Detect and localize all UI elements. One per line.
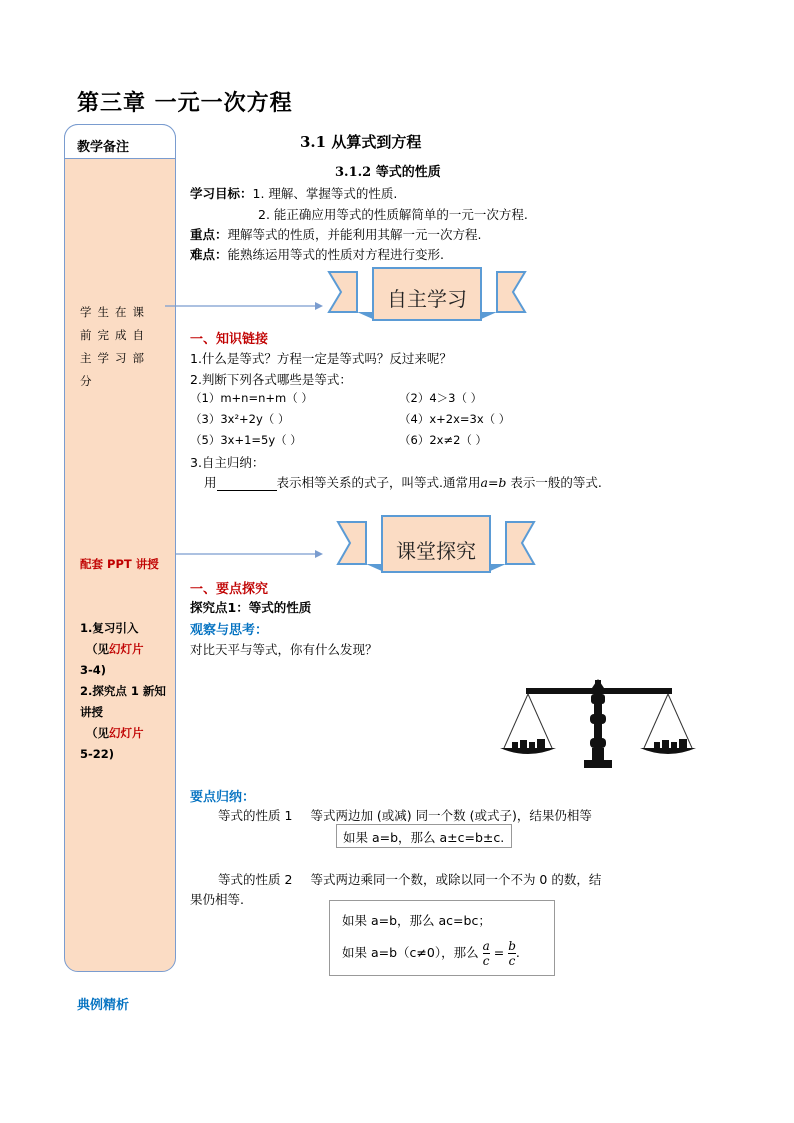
ref-slides: 幻灯片 [109, 642, 144, 656]
property-1 [218, 806, 592, 824]
goals-line-1 [190, 184, 397, 202]
section-title: 3.1 从算式到方程 [300, 133, 422, 151]
goals-label: 学习目标： [190, 186, 253, 201]
sidebar-list-ref-2-range: 5-22) [80, 747, 115, 761]
sidebar-divider [64, 158, 176, 159]
property-1-label: 等式的性质 1 [218, 808, 293, 823]
fill-prefix: 用 [204, 475, 217, 490]
frac-den-c: c [482, 954, 490, 968]
frac-num-b: b [508, 939, 516, 953]
item-3: （3）3x²+2y（ ） [190, 412, 290, 426]
item-6: （6）2x≠2（ ） [399, 433, 488, 447]
arrow-to-banner2 [175, 548, 325, 562]
property-2-formula-1: 如果 a=b，那么 ac=bc； [342, 913, 491, 928]
sidebar-list-item-2: 2.探究点 1 新知讲授 [80, 684, 166, 719]
fraction-b-over-c [508, 939, 516, 968]
goal-1: 1. 理解、掌握等式的性质. [252, 186, 398, 201]
item-5: （5）3x+1=5y（ ） [190, 433, 302, 447]
key-text: 理解等式的性质，并能利用其解一元一次方程. [227, 227, 482, 242]
difficulty-text: 能熟练运用等式的性质对方程进行变形. [227, 247, 444, 262]
balance-scale-image [498, 676, 698, 772]
property-1-text: 等式两边加 (或减) 同一个数 (或式子)，结果仍相等 [310, 808, 592, 823]
property-2-formula-2-text: 如果 a=b（c≠0），那么 [342, 945, 479, 960]
fill-middle: 表示相等关系的式子，叫等式.通常用 [276, 475, 481, 490]
ref-slides: 幻灯片 [109, 726, 144, 740]
sidebar-list [80, 618, 170, 765]
sidebar-title: 教学备注 [77, 140, 130, 155]
subsection-title: 3.1.2 等式的性质 [335, 165, 441, 180]
banner-class-explore-label: 课堂探究 [396, 539, 476, 563]
sidebar-list-item-1: 1.复习引入 [80, 621, 139, 635]
property-2-text: 等式两边乘同一个数，或除以同一个不为 0 的数，结 [310, 872, 602, 887]
property-2-formula-box [329, 900, 555, 976]
sidebar-note: 学生在课前完成自主学习部分 [80, 305, 150, 388]
summary-header: 要点归纳： [190, 790, 256, 805]
example-header: 典例精析 [77, 998, 130, 1013]
observe-question: 对比天平与等式，你有什么发现？ [190, 642, 378, 657]
observe-header: 观察与思考： [190, 623, 269, 638]
property-2-cont: 果仍相等. [190, 892, 244, 907]
ppt-prefix: 配套 [80, 557, 108, 571]
question-2: 2.判断下列各式哪些是等式： [190, 372, 352, 387]
sidebar-ppt-note [80, 553, 166, 576]
question-3: 3.自主归纳： [190, 455, 265, 470]
ref-open: （见 [86, 726, 109, 740]
property-2-formula-2: 如果 a=b（c≠0），那么 $\frac{a}{c}$ = $\frac{b}{c}$ . [342, 939, 520, 968]
explore-point: 探究点1：等式的性质 [190, 600, 312, 615]
arrow-to-banner1 [165, 300, 325, 314]
property-1-formula-box [336, 824, 512, 848]
banner-self-study-label: 自主学习 [387, 287, 467, 311]
property-2-label: 等式的性质 2 [218, 872, 293, 887]
ppt-label: PPT [107, 557, 132, 571]
ppt-suffix: 讲授 [131, 557, 159, 571]
knowledge-header: 一、知识链接 [190, 332, 269, 347]
fill-formula: a=b [480, 475, 507, 490]
key-label: 重点： [190, 227, 228, 242]
fill-blank[interactable] [217, 478, 277, 491]
question-1: 1.什么是等式？方程一定是等式吗？反过来呢？ [190, 351, 452, 366]
item-2: （2）4＞3（ ） [399, 391, 483, 405]
fill-suffix: 表示一般的等式. [506, 475, 602, 490]
sidebar-panel [64, 124, 176, 972]
key-point [190, 225, 482, 243]
item-4: （4）x+2x=3x（ ） [399, 412, 511, 426]
item-1: （1）m+n=n+m（ ） [190, 391, 313, 405]
frac-num-a: a [482, 939, 490, 953]
fraction-a-over-c [483, 939, 490, 968]
property-2 [218, 870, 601, 888]
sidebar-list-ref-2 [80, 723, 170, 744]
property-1-formula: 如果 a=b，那么 a±c=b±c. [343, 830, 505, 845]
explore-header: 一、要点探究 [190, 582, 269, 597]
ref-open: （见 [86, 642, 109, 656]
fill-blank-sentence [204, 473, 602, 491]
sidebar-list-ref-1 [80, 639, 170, 660]
difficulty-point [190, 245, 444, 263]
goal-2: 2. 能正确应用等式的性质解简单的一元一次方程. [258, 207, 528, 222]
frac-den-c2: c [508, 954, 516, 968]
chapter-title: 第三章 一元一次方程 [77, 91, 293, 116]
sidebar-list-ref-1-range: 3-4) [80, 663, 107, 677]
difficulty-label: 难点： [190, 247, 228, 262]
